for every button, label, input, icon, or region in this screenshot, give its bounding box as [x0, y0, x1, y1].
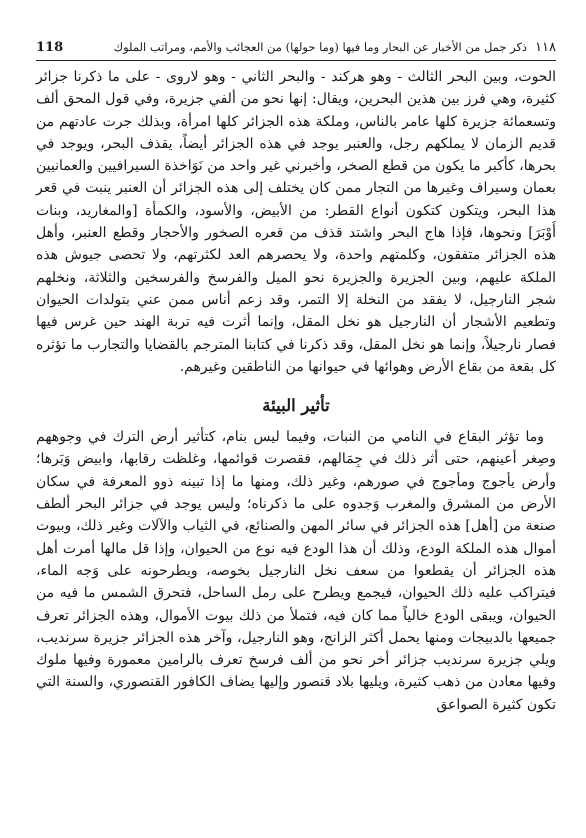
body-text: [36, 66, 556, 716]
page-number-left: 118: [36, 39, 64, 55]
running-header: [36, 36, 556, 58]
paragraph-1: الحوت، وبين البحر الثالث - وهو هركند - والبحر الثاني - وهو لاروى - على ما ذكرنا جزائر كثيرة، وهي فرز بين هذين البحرين، ويقال: إنها نحو من ألفي جزيرة، وفي قول المحق ألف وتسعمائة جزيرة كلها عامر بالناس، وملكة هذه الجزائر كلها امرأة، وبذلك جرت عادتهم من قديم الزمان لا يملكهم رجل، والعنبر يوجد في هذه الجزائر أيضاً، يقذف البحر، ويوجد في بحرها، كأكبر ما يكون من قطع الصخر، وأخبرني غير واحد من نَوَاخذة السيرافيين والعمانيين بعمان وسيراف وغيرها من التجار ممن كان يختلف إلى هذه الجزائر أن العنبر ينبت في قعر هذا البحر، ويتكون كتكون أنواع القطر: من الأبيض، والأسود، والكمأة [والمغاريد، وبنات أَوْبَرَ] ونحوها، فإذا هاج البحر واشتد قذف من قعره الصخور والأحجار وقطع العنبر، وأهل هذه الجزائر متفقون، وكلمتهم واحدة، ولا يحصرهم العد لكثرتهم، ولا تحصى جيوش هذه الملكة عليهم، وبين الجزيرة والجزيرة نحو الميل والفرسخ والفرسخين والثلاثة، ونخلهم شجر النارجيل، لا يفقد من النخلة إلا التمر، وقد زعم أناس ممن عني بتولدات الحيوان وتطعيم الأشجار أن النارجيل هو نخل المقل، وإنما أثرت فيه تربة الهند حين غرس فيها فصار نارجيلاً، وإنما هو نخل المقل، وقد ذكرنا في كتابنا المترجم بالقضايا والتجارب ما تؤثره كل بقعة من بقاع الأرض وهوائها في حيوانها من الناطقين وغيرهم.: [36, 69, 556, 375]
paragraph-2: وما تؤثر البقاع في النامي من النبات، وفيما ليس بنام، كتأثير أرض الترك في وجوههم وصِغر أعينهم، حتى أثر ذلك في جِمَالهم، فقصرت قوائمها، وغلظت رقابها، وابيض وَبَرها؛ وأرض يأجوج ومأجوج في صورهم، وغير ذلك، ومنها ما إذا تبينه ذوو المعرفة في سكان الأرض من المشرق والمغرب وَجدوه على ما ذكرناه؛ وليس يوجد في جزائر البحر ألطف صنعة من [أهل] هذه الجزائر في سائر المهن والصنائع، في الثياب والآلات وغير ذلك، وبيوت أموال هذه الملكة الودع، وذلك أن هذا الودع فيه نوع من الحيوان، وإذا قل مالها أمرت أهل هذه الجزائر أن يقطعوا من سعف نخل النارجيل بخوصه، ويطرحونه على وَجه الماء، فيتراكب عليه ذلك الحيوان، فيجمع ويطرح على رمل الساحل، فتحرق الشمس ما فيه من الحيوان، ويبقى الودع خالياً مما كان فيه، فتملأ من ذلك بيوت الأموال، وهذه الجزائر تعرف جميعها بالدبيجات ومنها يحمل أكثر الزانج، وهو النارجيل، وآخر هذه الجزائر جزيرة سرنديب، ويلي جزيرة سرنديب جزائر أخر نحو من ألف فرسخ تعرف بالرامين معمورة وفيها ملوك وفيها معادن من ذهب كثيرة، ويليها بلاد قنصور وإليها يضاف الكافور القنصوري، والسنة التي تكون كثيرة الصواعق: [36, 429, 556, 713]
running-title: ذكر جمل من الأخبار عن البحار وما فيها (وما حولها) من العجائب والأمم، ومراتب الملوك: [113, 40, 528, 54]
header-rule: [36, 60, 556, 61]
header-right: [114, 40, 556, 55]
section-heading: تأثير البيئة: [262, 396, 330, 416]
page-number-right: ١١٨: [535, 39, 556, 55]
